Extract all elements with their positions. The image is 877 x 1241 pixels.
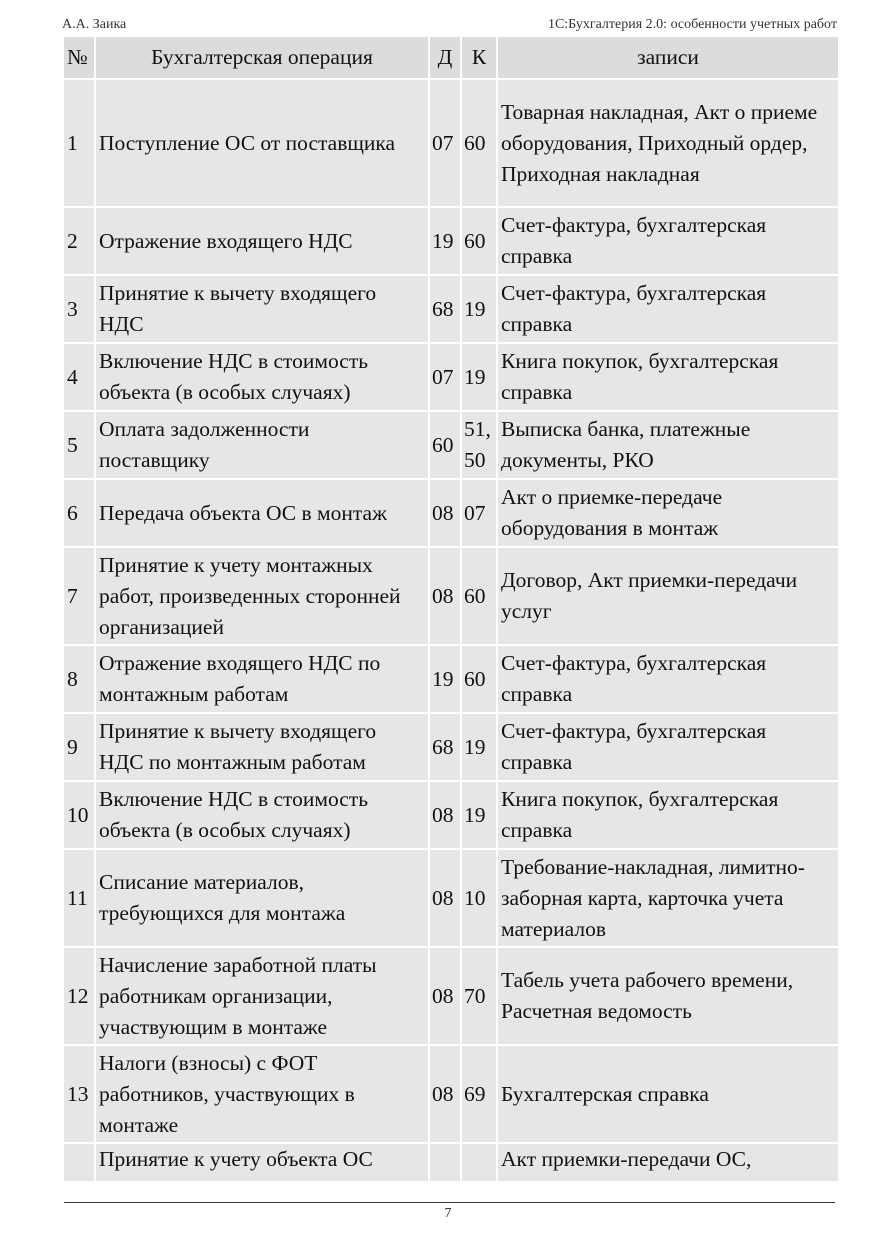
running-header: [62, 15, 837, 35]
row-number: 9: [64, 714, 94, 780]
row-credit: 19: [462, 276, 496, 342]
row-records: Книга покупок, бухгалтерская справка: [498, 344, 838, 410]
row-number: [64, 1144, 94, 1181]
row-operation: Принятие к учету объекта ОС: [96, 1144, 428, 1181]
row-credit: 07: [462, 480, 496, 546]
row-debit: 08: [430, 948, 460, 1044]
row-number: 1: [64, 80, 94, 206]
row-records: Счет-фактура, бухгалтерская справка: [498, 276, 838, 342]
row-records: Выписка банка, платежные документы, РКО: [498, 412, 838, 478]
row-credit: 19: [462, 782, 496, 848]
row-credit: 10: [462, 850, 496, 946]
row-operation: Отражение входящего НДС: [96, 208, 428, 274]
row-number: 11: [64, 850, 94, 946]
table-row: [64, 850, 838, 946]
row-debit: 60: [430, 412, 460, 478]
column-header-operation: Бухгалтерская операция: [96, 37, 428, 78]
table-row: [64, 782, 838, 848]
row-credit: 69: [462, 1046, 496, 1142]
row-number: 6: [64, 480, 94, 546]
row-debit: 07: [430, 80, 460, 206]
row-records: Требование-накладная, лимитно-заборная карта, карточка учета материалов: [498, 850, 838, 946]
column-header-records: записи: [498, 37, 838, 78]
row-number: 12: [64, 948, 94, 1044]
row-records: Счет-фактура, бухгалтерская справка: [498, 714, 838, 780]
column-header-credit: К: [462, 37, 496, 78]
header-author: А.А. Заика: [62, 17, 127, 32]
header-book-title: 1С:Бухгалтерия 2.0: особенности учетных работ: [547, 17, 837, 32]
row-credit: 60: [462, 208, 496, 274]
row-debit: [430, 1144, 460, 1181]
table-header-row: [64, 37, 838, 78]
row-debit: 08: [430, 1046, 460, 1142]
column-header-debit: Д: [430, 37, 460, 78]
row-operation: Отражение входящего НДС по монтажным работам: [96, 646, 428, 712]
row-debit: 08: [430, 480, 460, 546]
row-debit: 68: [430, 276, 460, 342]
table-row: [64, 1046, 838, 1142]
page-number: 7: [444, 1206, 452, 1221]
table-row: [64, 948, 838, 1044]
row-operation: Оплата задолженности поставщику: [96, 412, 428, 478]
page-bottom-rule: [64, 1202, 835, 1203]
row-number: 10: [64, 782, 94, 848]
row-records: Табель учета рабочего времени, Расчетная ведомость: [498, 948, 838, 1044]
row-operation: Включение НДС в стоимость объекта (в особых случаях): [96, 782, 428, 848]
row-operation: Передача объекта ОС в монтаж: [96, 480, 428, 546]
row-debit: 08: [430, 548, 460, 644]
row-debit: 68: [430, 714, 460, 780]
table-row: [64, 714, 838, 780]
row-credit: 19: [462, 714, 496, 780]
row-records: Книга покупок, бухгалтерская справка: [498, 782, 838, 848]
table-row: [64, 646, 838, 712]
row-number: 2: [64, 208, 94, 274]
row-records: Бухгалтерская справка: [498, 1046, 838, 1142]
row-credit: 70: [462, 948, 496, 1044]
row-debit: 07: [430, 344, 460, 410]
row-records: Товарная накладная, Акт о приеме оборудования, Приходный ордер, Приходная накладная: [498, 80, 838, 206]
row-operation: Списание материалов, требующихся для монтажа: [96, 850, 428, 946]
table-row: [64, 480, 838, 546]
row-number: 5: [64, 412, 94, 478]
table-row: [64, 208, 838, 274]
row-records: Договор, Акт приемки-передачи услуг: [498, 548, 838, 644]
row-credit: 51, 50: [462, 412, 496, 478]
row-debit: 19: [430, 208, 460, 274]
table-row: [64, 412, 838, 478]
row-credit: 60: [462, 80, 496, 206]
row-operation: Начисление заработной платы работникам организации, участвующим в монтаже: [96, 948, 428, 1044]
row-debit: 08: [430, 782, 460, 848]
row-number: 13: [64, 1046, 94, 1142]
row-credit: 19: [462, 344, 496, 410]
row-debit: 19: [430, 646, 460, 712]
table-row: [64, 548, 838, 644]
column-header-num: №: [64, 37, 94, 78]
row-debit: 08: [430, 850, 460, 946]
accounting-operations-table: [62, 35, 836, 1183]
row-operation: Налоги (взносы) с ФОТ работников, участвующих в монтаже: [96, 1046, 428, 1142]
row-operation: Включение НДС в стоимость объекта (в особых случаях): [96, 344, 428, 410]
row-credit: 60: [462, 646, 496, 712]
row-records: Акт приемки-передачи ОС,: [498, 1144, 838, 1181]
table-row: [64, 344, 838, 410]
row-operation: Принятие к учету монтажных работ, произведенных сторонней организацией: [96, 548, 428, 644]
row-number: 3: [64, 276, 94, 342]
row-records: Счет-фактура, бухгалтерская справка: [498, 208, 838, 274]
row-operation: Принятие к вычету входящего НДС по монтажным работам: [96, 714, 428, 780]
row-number: 7: [64, 548, 94, 644]
row-records: Счет-фактура, бухгалтерская справка: [498, 646, 838, 712]
table-row: [64, 80, 838, 206]
row-records: Акт о приемке-передаче оборудования в монтаж: [498, 480, 838, 546]
row-operation: Принятие к вычету входящего НДС: [96, 276, 428, 342]
table-row: [64, 1144, 838, 1181]
table-row: [64, 276, 838, 342]
row-number: 4: [64, 344, 94, 410]
row-credit: 60: [462, 548, 496, 644]
row-credit: [462, 1144, 496, 1181]
row-number: 8: [64, 646, 94, 712]
row-operation: Поступление ОС от поставщика: [96, 80, 428, 206]
